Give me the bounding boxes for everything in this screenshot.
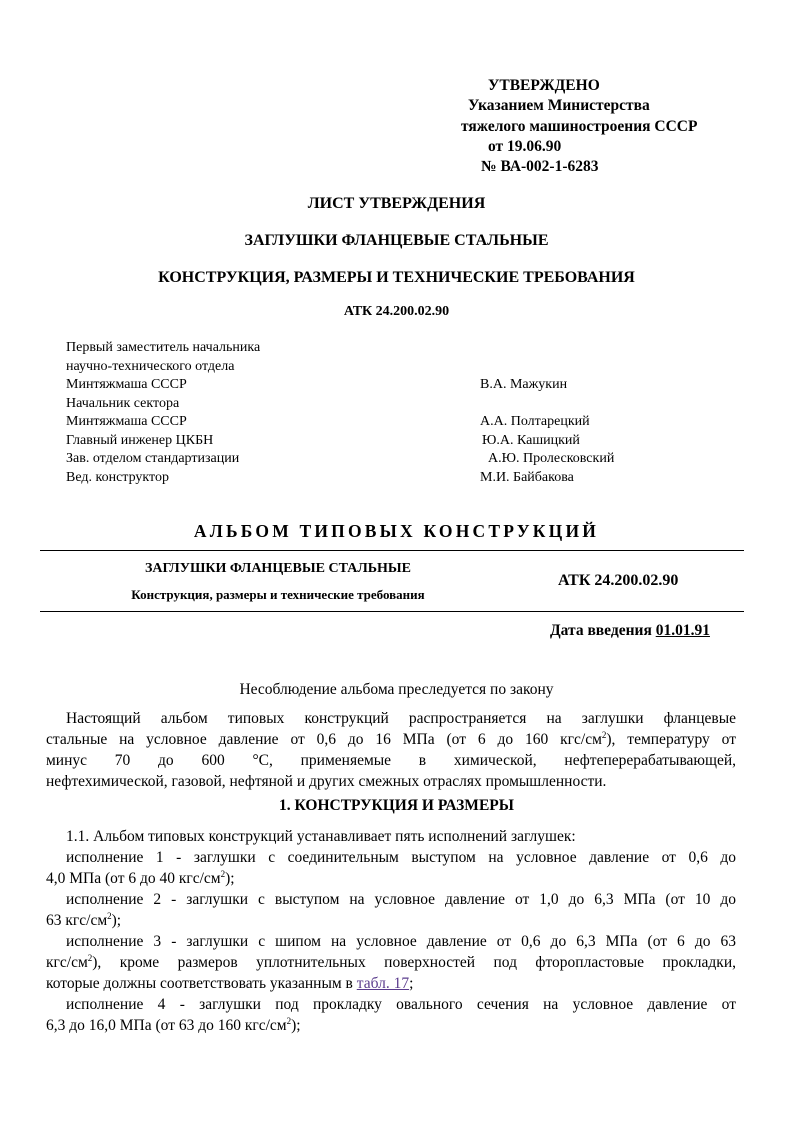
signature-position: Вед. конструктор: [66, 469, 169, 485]
divider-top: [40, 550, 744, 551]
signature-position: Начальник сектора: [66, 395, 180, 411]
sheet-code: АТК 24.200.02.90: [343, 304, 450, 319]
signature-name: В.А. Мажукин: [480, 377, 568, 392]
intro-date-label: Дата введения: [550, 622, 652, 639]
intro-date-value: 01.01.91: [655, 622, 710, 639]
signature-name: А.А. Полтарецкий: [480, 414, 590, 429]
table-17-link[interactable]: табл. 17: [356, 975, 410, 992]
signature-position: Зав. отделом стандартизации: [66, 451, 240, 466]
signature-position: Первый заместитель начальника: [66, 340, 261, 355]
signature-position: Минтяжмаша СССР: [66, 414, 187, 429]
signature-name: Ю.А. Кашицкий: [482, 432, 580, 448]
signature-name: А.Ю. Пролесковский: [488, 451, 615, 466]
version-2: исполнение 2 - заглушки с выступом на условное давление от 1,0 до 6,3 МПа (от 10 до 63 кгс/$см^2$);: [46, 891, 736, 929]
sheet-subtitle-2: КОНСТРУКЦИЯ, РАЗМЕРЫ И ТЕХНИЧЕСКИЕ ТРЕБОВАНИЯ: [158, 269, 635, 286]
signature-position: научно-технического отдела: [66, 358, 235, 374]
approval-label: УТВЕРЖДЕНО: [488, 77, 600, 94]
sheet-subtitle-1: ЗАГЛУШКИ ФЛАНЦЕВЫЕ СТАЛЬНЫЕ: [244, 232, 549, 249]
intro-paragraph: [46, 708, 736, 792]
album-name: ЗАГЛУШКИ ФЛАНЦЕВЫЕ СТАЛЬНЫЕ: [145, 561, 411, 576]
signature-position: Минтяжмаша СССР: [66, 377, 187, 392]
version-1: исполнение 1 - заглушки с соединительным выступом на условное давление от 0,6 до 4,0 МПа (от 6 до 40 кгс/$см^2$);: [46, 849, 736, 887]
approval-ministry: тяжелого машиностроения СССР: [461, 118, 698, 135]
paragraph-1-1: 1.1. Альбом типовых конструкций устанавливает пять исполнений заглушек:: [66, 828, 576, 845]
version-4: исполнение 4 - заглушки под прокладку овального сечения на условное давление от 6,3 до 16,0 МПа (от 63 до 160 кгс/$см^2$);: [46, 996, 736, 1034]
intro-line: минус 70 до 600 °С, применяемые в химической, нефтеперерабатывающей,: [46, 752, 736, 769]
approval-date: от 19.06.90: [488, 138, 562, 155]
signature-position: Главный инженер ЦКБН: [66, 432, 214, 448]
intro-line: нефтехимической, газовой, нефтяной и других смежных отраслях промышленности.: [46, 773, 607, 790]
approval-authority: Указанием Министерства: [468, 97, 650, 114]
album-description: Конструкция, размеры и технические требования: [131, 587, 425, 602]
signature-name: М.И. Байбакова: [480, 469, 574, 485]
intro-date: [550, 622, 710, 640]
version-3: исполнение 3 - заглушки с шипом на условное давление от 0,6 до 6,3 МПа (от 6 до 63 кгс/$см^2$), кроме размеров уплотнительных поверхностей под фторопластовые прокладки, которые должны соответствовать указанным в табл. 17;: [46, 933, 736, 992]
section-1-title: 1. КОНСТРУКЦИЯ И РАЗМЕРЫ: [279, 797, 514, 814]
law-notice: Несоблюдение альбома преследуется по закону: [239, 681, 554, 698]
sheet-title: ЛИСТ УТВЕРЖДЕНИЯ: [307, 195, 486, 212]
divider-bottom: [40, 611, 744, 612]
album-heading: АЛЬБОМ ТИПОВЫХ КОНСТРУКЦИЙ: [193, 521, 600, 541]
intro-line: Настоящий альбом типовых конструкций распространяется на заглушки фланцевые: [66, 710, 736, 727]
approval-number: № ВА-002-1-6283: [481, 158, 599, 175]
album-code: АТК 24.200.02.90: [558, 572, 679, 589]
intro-line: стальные на условное давление от 0,6 до 16 МПа (от 6 до 160 кгс/$см^2$), температуру от: [46, 730, 736, 748]
